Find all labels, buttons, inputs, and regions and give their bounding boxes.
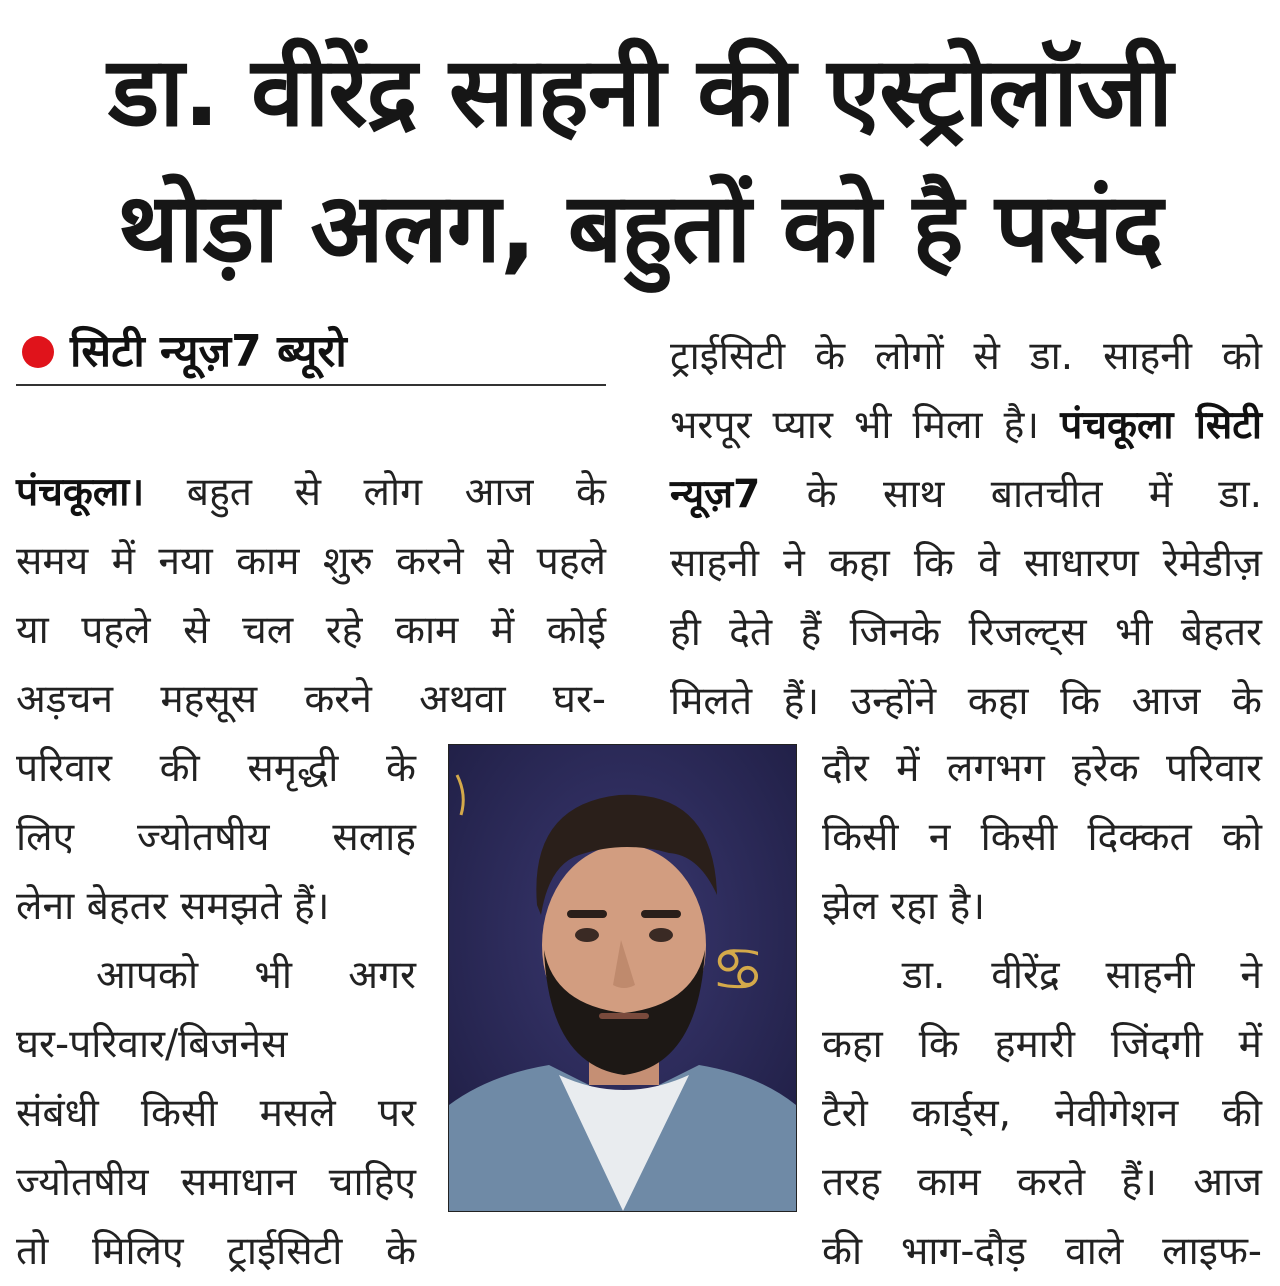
article-line: आपको भी अगर bbox=[96, 953, 416, 998]
article-line: तरह काम करते हैं। आज bbox=[822, 1160, 1262, 1205]
article-line: साहनी ने कहा कि वे साधारण रेमेडीज़ bbox=[670, 541, 1262, 586]
bold-phrase: पंचकूला सिटी न्यूज़7 bbox=[670, 403, 1262, 517]
article-line: लेना बेहतर समझते हैं। bbox=[16, 884, 330, 929]
article-line: की भाग-दौड़ वाले लाइफ- bbox=[822, 1229, 1262, 1274]
article-line: डा. वीरेंद्र साहनी ने bbox=[902, 953, 1262, 998]
red-bullet-icon bbox=[22, 336, 54, 368]
headline-line-1: डा. वीरेंद्र साहनी की एस्ट्रोलॉजी bbox=[107, 36, 1173, 148]
article-line: झेल रहा है। bbox=[822, 884, 985, 929]
article-line: लिए ज्योतषीय सलाह bbox=[16, 815, 416, 860]
article-column-2-bottom bbox=[822, 734, 1262, 1286]
article-line: ज्योतषीय समाधान चाहिए bbox=[16, 1160, 416, 1205]
article-line: पंचकूला। बहुत से लोग आज के bbox=[16, 470, 606, 515]
article-line: समय में नया काम शुरु करने से पहले bbox=[16, 539, 606, 584]
article-line: किसी न किसी दिक्कत को bbox=[822, 815, 1262, 860]
article-line: टैरो कार्ड्स, नेवीगेशन की bbox=[822, 1091, 1262, 1136]
article-column-1-top bbox=[16, 458, 606, 734]
article-line: अड़चन महसूस करने अथवा घर- bbox=[16, 677, 606, 722]
article-line: ही देते हैं जिनके रिजल्ट्स भी बेहतर bbox=[670, 610, 1262, 655]
article-line: परिवार की समृद्धी के bbox=[16, 746, 416, 791]
dateline: पंचकूला। bbox=[16, 470, 145, 515]
article-column-2-top bbox=[670, 322, 1262, 736]
article-line: ट्राईसिटी के लोगों से डा. साहनी को bbox=[670, 334, 1262, 379]
portrait-illustration bbox=[449, 745, 796, 1211]
headline-line-2: थोड़ा अलग, बहुतों को है पसंद bbox=[117, 172, 1163, 284]
article-line: भरपूर प्यार भी मिला है। पंचकूला सिटी न्यूज़7 के साथ बातचीत में डा. bbox=[670, 403, 1262, 517]
article-line: दौर में लगभग हरेक परिवार bbox=[822, 746, 1262, 791]
byline bbox=[16, 320, 606, 386]
article-line: तो मिलिए ट्राईसिटी के bbox=[16, 1229, 416, 1274]
article-line: कहा कि हमारी जिंदगी में bbox=[822, 1022, 1262, 1067]
byline-text: सिटी न्यूज़7 ब्यूरो bbox=[70, 326, 347, 377]
article-line: घर-परिवार/बिजनेस bbox=[16, 1022, 288, 1067]
svg-text:♋: ♋ bbox=[711, 935, 765, 1005]
article-column-1-bottom bbox=[16, 734, 416, 1286]
portrait-photo bbox=[448, 744, 797, 1212]
article-line: मिलते हैं। उन्होंने कहा कि आज के bbox=[670, 679, 1262, 724]
article-line: संबंधी किसी मसले पर bbox=[16, 1091, 416, 1136]
article-line: या पहले से चल रहे काम में कोई bbox=[16, 608, 606, 653]
